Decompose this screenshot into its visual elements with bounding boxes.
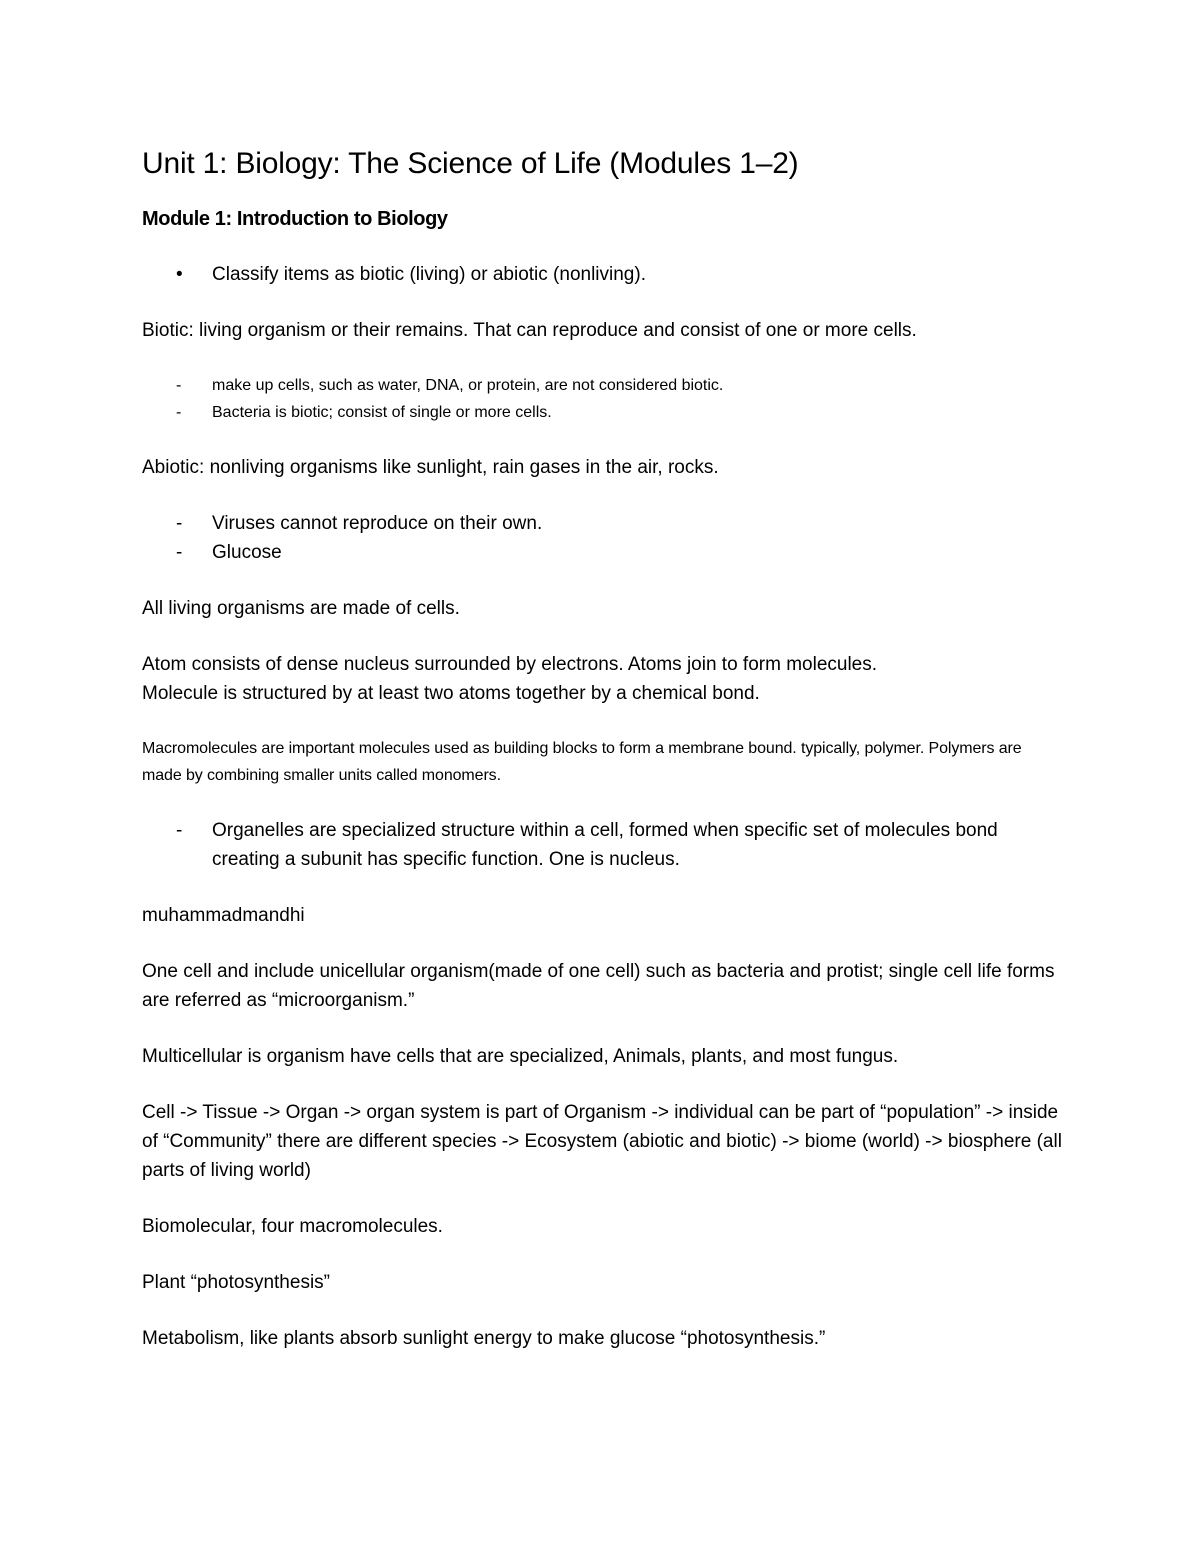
unit-title: Unit 1: Biology: The Science of Life (Modules 1–2)	[142, 147, 799, 180]
list-item	[142, 399, 1062, 426]
abiotic-notes-list	[142, 509, 1062, 567]
bullet-list	[142, 260, 1062, 289]
module-heading: Module 1: Introduction to Biology	[142, 208, 448, 230]
cells-statement: All living organisms are made of cells.	[142, 598, 460, 619]
list-item-text: make up cells, such as water, DNA, or protein, are not considered biotic.	[212, 377, 724, 394]
unicellular-paragraph: One cell and include unicellular organism(made of one cell) such as bacteria and protist; single cell life forms are referred as “microorganism.”	[142, 961, 1055, 1011]
dash-marker: -	[176, 513, 183, 534]
list-item-text: Bacteria is biotic; consist of single or more cells.	[212, 404, 552, 421]
author-name: muhammadmandhi	[142, 905, 305, 926]
atom-paragraph-line-2: Molecule is structured by at least two atoms together by a chemical bond.	[142, 683, 760, 704]
hierarchy-paragraph: Cell -> Tissue -> Organ -> organ system is part of Organism -> individual can be part of “population” -> inside of “Community” there are different species -> Ecosystem (abiotic and biotic) -> biome (world) -> biosphere (all parts of living world)	[142, 1102, 1062, 1181]
biotic-definition: Biotic: living organism or their remains. That can reproduce and consist of one or more cells.	[142, 320, 917, 341]
list-item	[142, 816, 1062, 874]
bullet-marker: •	[176, 264, 183, 285]
list-item	[142, 538, 1062, 567]
atom-paragraph-line-1: Atom consists of dense nucleus surrounded by electrons. Atoms join to form molecules.	[142, 654, 878, 675]
biotic-notes-list	[142, 372, 1062, 426]
document-body	[142, 140, 1062, 1353]
organelles-list	[142, 816, 1062, 874]
list-item-text: Classify items as biotic (living) or abiotic (nonliving).	[212, 264, 646, 285]
multicellular-paragraph: Multicellular is organism have cells that are specialized, Animals, plants, and most fungus.	[142, 1046, 899, 1067]
dash-marker: -	[176, 542, 183, 563]
dash-marker: -	[176, 820, 183, 841]
plant-statement: Plant “photosynthesis”	[142, 1272, 330, 1293]
macromolecules-paragraph: Macromolecules are important molecules used as building blocks to form a membrane bound. typically, polymer. Polymers are made by combining smaller units called monomers.	[142, 740, 1022, 784]
metabolism-statement: Metabolism, like plants absorb sunlight energy to make glucose “photosynthesis.”	[142, 1328, 826, 1349]
abiotic-definition: Abiotic: nonliving organisms like sunlight, rain gases in the air, rocks.	[142, 457, 719, 478]
list-item	[142, 372, 1062, 399]
dash-marker: -	[176, 377, 182, 394]
list-item	[142, 260, 1062, 289]
list-item-text: Glucose	[212, 542, 282, 563]
list-item-text: Viruses cannot reproduce on their own.	[212, 513, 543, 534]
biomolecular-statement: Biomolecular, four macromolecules.	[142, 1216, 443, 1237]
list-item	[142, 509, 1062, 538]
dash-marker: -	[176, 404, 182, 421]
list-item-text: Organelles are specialized structure within a cell, formed when specific set of molecules bond creating a subunit has specific function. One is nucleus.	[212, 820, 998, 870]
